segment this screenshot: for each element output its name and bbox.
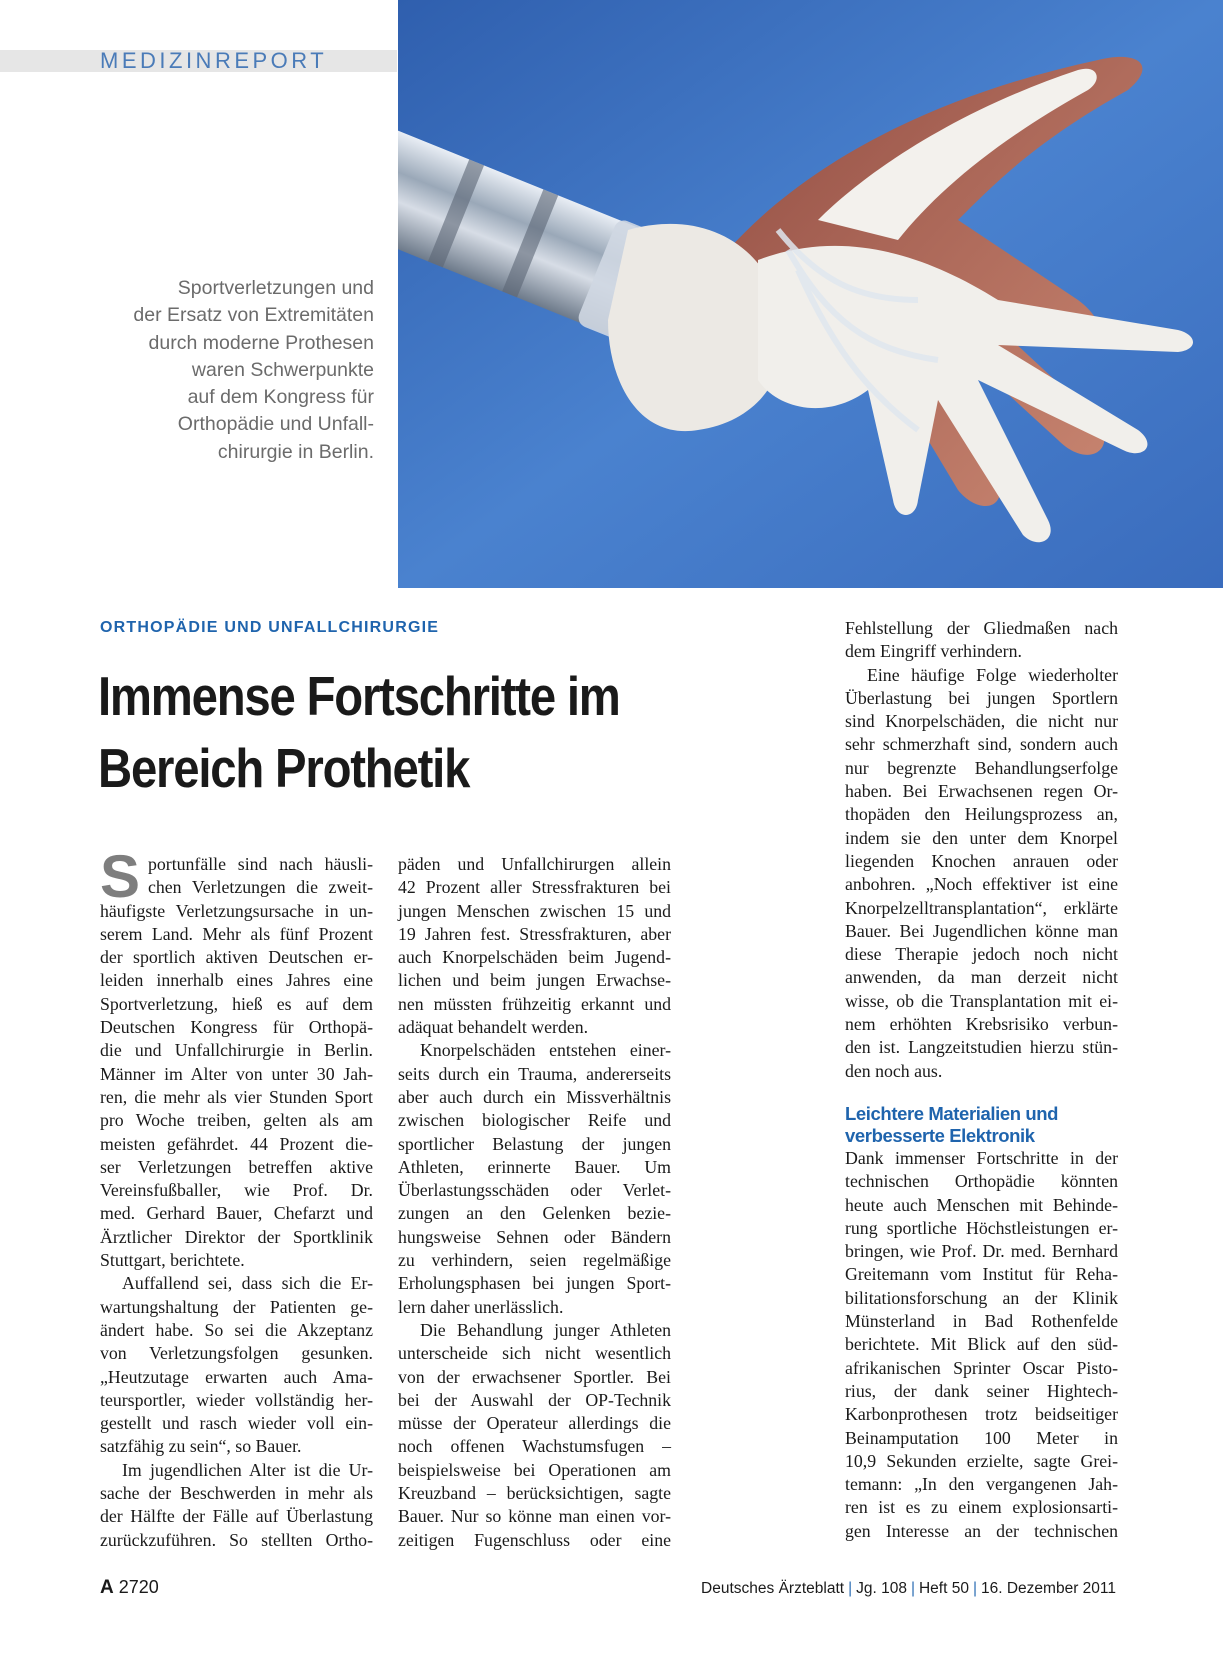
text-line: häufigste Verletzungsursache in un- (100, 900, 373, 921)
text-line: päden und Unfallchirurgen allein (398, 854, 671, 874)
text-line: indem sie den unter dem Knorpel (845, 827, 1118, 848)
date: 16. Dezember 2011 (981, 1580, 1116, 1597)
text-line: Karbonprothesen trotz beidseitiger (845, 1404, 1118, 1425)
text-line: Vereinsfußballer, wie Prof. Dr. (100, 1180, 373, 1201)
headline (98, 660, 666, 804)
text-line: sehr schmerzhaft sind, sondern auch (845, 734, 1118, 755)
text-line: ren, die mehr als vier Stunden Sport (100, 1086, 373, 1107)
text-line: zungen an den Gelenken bezie- (398, 1203, 671, 1224)
text-line: 19 Jahren fest. Stressfrakturen, aber (398, 923, 671, 944)
text-line: wisse, ob die Transplantation mit ei- (845, 990, 1118, 1011)
text-line: Deutschen Kongress für Orthopä- (100, 1017, 373, 1038)
text-line: unterscheide sich nicht wesentlich (398, 1343, 671, 1364)
text-line: nur begrenzte Behandlungserfolge (845, 757, 1118, 778)
text-line: gestellt und rasch wieder voll ein- (100, 1413, 373, 1434)
text-line: von der erwachsener Sportler. Bei (398, 1366, 671, 1387)
text-line: satzfähig zu sein“, so Bauer. (100, 1436, 302, 1457)
text-line: Die Behandlung junger Athleten (420, 1319, 671, 1340)
text-line: Kreuzband – berücksichtigen, sagte (398, 1483, 671, 1504)
text-line: sache der Beschwerden in mehr als (100, 1483, 373, 1504)
text-line: lern daher unerlässlich. (398, 1296, 564, 1317)
text-line: Bauer. Nur so könne man einen vor- (398, 1506, 671, 1527)
text-line: Fehlstellung der Gliedmaßen nach (845, 618, 1118, 638)
subheading: verbesserte Elektronik (845, 1124, 1035, 1146)
text-line: auch Knorpelschäden beim Jugend- (398, 947, 671, 968)
text-line: Im jugendlichen Alter ist die Ur- (122, 1459, 373, 1480)
text-line: Auffallend sei, dass sich die Er- (122, 1273, 373, 1294)
text-line: liegenden Knochen anrauen oder (845, 850, 1118, 871)
text-line: Sportverletzung, hieß es auf dem (100, 993, 373, 1014)
text-line: ser Verletzungen betreffen aktive (100, 1156, 373, 1177)
teaser-line: der Ersatz von Extremitäten (133, 304, 374, 327)
text-line: zwischen biologischer Reife und (398, 1110, 671, 1131)
text-line: meisten gefährdet. 44 Prozent die- (100, 1133, 373, 1154)
text-line: rung sportliche Höchstleistungen er- (845, 1217, 1118, 1238)
text-line: nem erhöhten Krebsrisiko verbun- (845, 1014, 1118, 1035)
text-line: zeitigen Fugenschluss oder eine (398, 1529, 671, 1550)
text-line: technischen Orthopädie könnten (845, 1171, 1118, 1192)
text-line: pro Woche treiben, gelten als am (100, 1110, 373, 1131)
text-line: serem Land. Mehr als fünf Prozent (100, 923, 373, 944)
text-line: haben. Bei Erwachsenen regen Or- (845, 781, 1118, 802)
text-line: Beinamputation 100 Meter in (845, 1427, 1118, 1448)
text-line: 10,9 Sekunden erzielte, sagte Grei- (845, 1450, 1118, 1471)
text-line: afrikanischen Sprinter Oscar Pisto- (845, 1357, 1118, 1378)
text-line: temann: „In den vergangenen Jah- (845, 1474, 1118, 1495)
text-line: Männer im Alter von unter 30 Jah- (100, 1063, 373, 1084)
subheading: Leichtere Materialien und (845, 1102, 1059, 1124)
text-line: die und Unfallchirurgie in Berlin. (100, 1040, 373, 1061)
teaser (60, 275, 374, 466)
dropcap-block (100, 843, 373, 910)
page-prefix: A (100, 1577, 114, 1598)
text-line: ändert habe. So sei die Akzeptanz (100, 1319, 373, 1340)
text-line: müsse der Operateur allerdings die (398, 1413, 671, 1434)
text-line: jungen Menschen zwischen 15 und (398, 900, 671, 921)
separator: | (972, 1580, 977, 1597)
text-line: anbohren. „Noch effektiver ist eine (845, 874, 1118, 895)
text-line: thopäden den Heilungsprozess an, (845, 804, 1118, 825)
page-number-value: 2720 (118, 1577, 159, 1597)
text-line: adäquat behandelt werden. (398, 1017, 589, 1038)
kicker: ORTHOPÄDIE UND UNFALLCHIRURGIE (100, 619, 440, 636)
issue: Heft 50 (918, 1580, 969, 1597)
volume: Jg. 108 (856, 1580, 907, 1597)
text-line: von Verletzungsfolgen gesunken. (100, 1343, 373, 1364)
text-line: Knorpelzelltransplantation“, erklärte (845, 897, 1118, 918)
text-line: ren ist es zu einem explosionsarti- (845, 1497, 1118, 1518)
text-line: dem Eingriff verhindern. (845, 641, 1022, 662)
text-line: bringen, wie Prof. Dr. med. Bernhard (845, 1241, 1118, 1262)
text-line: Ärztlicher Direktor der Sportklinik (100, 1226, 373, 1247)
text-line: seits durch ein Trauma, andererseits (398, 1063, 671, 1084)
text-line: leiden innerhalb eines Jahres eine (100, 970, 373, 991)
text-line: diese Therapie jedoch noch nicht (845, 944, 1118, 965)
text-line: den ist. Langzeitstudien hierzu stün- (845, 1037, 1118, 1058)
text-line: bilitationsforschung an der Klinik (845, 1287, 1118, 1308)
text-line: chen Verletzungen die zweit- (148, 877, 373, 898)
text-line: Erholungsphasen bei jungen Sport- (398, 1273, 671, 1294)
text-line: der Hälfte der Fälle auf Überlastung (100, 1506, 373, 1527)
text-line: beispielsweise bei Operationen am (398, 1459, 671, 1480)
text-line: nen müssten frühzeitig erkannt und (398, 993, 671, 1014)
headline-line: Immense Fortschritte im (98, 665, 620, 727)
text-line: Knorpelschäden entstehen einer- (420, 1040, 671, 1061)
text-line: lichen und beim jungen Erwachse- (398, 970, 671, 991)
teaser-line: Orthopädie und Unfall- (177, 413, 374, 436)
text-line: sind Knorpelschäden, die nicht nur (845, 711, 1118, 732)
section-label: MEDIZINREPORT (100, 48, 328, 73)
separator: | (848, 1580, 853, 1597)
text-line: Dank immenser Fortschritte in der (845, 1147, 1118, 1168)
text-line: 42 Prozent aller Stressfrakturen bei (398, 877, 671, 898)
text-line: teursportler, wieder vollständig her- (100, 1389, 373, 1410)
prosthetic-hand-photo (398, 0, 1223, 588)
separator: | (910, 1580, 915, 1597)
text-line: heute auch Menschen mit Behinde- (845, 1194, 1118, 1215)
text-line: den noch aus. (845, 1060, 943, 1081)
text-line: berichtete. Mit Blick auf den süd- (845, 1334, 1118, 1355)
text-line: hungsweise Sehnen oder Bändern (398, 1226, 671, 1247)
text-line: anwenden, da man derzeit nicht (845, 967, 1118, 988)
dropcap: S (100, 843, 141, 910)
headline-line: Bereich Prothetik (98, 737, 470, 799)
text-line: aber auch durch ein Missverhältnis (398, 1086, 671, 1107)
teaser-line: auf dem Kongress für (187, 386, 374, 409)
teaser-line: waren Schwerpunkte (191, 358, 374, 381)
article-column-1 (100, 843, 373, 1552)
text-line: Athleten, erinnerte Bauer. Um (398, 1156, 671, 1177)
text-line: Überlastungsschäden oder Verlet- (398, 1180, 671, 1201)
text-line: gen Interesse an der technischen (845, 1520, 1118, 1541)
page-number (100, 1577, 159, 1599)
text-line: „Heutzutage erwarten auch Ama- (100, 1366, 373, 1387)
text-line: Münsterland in Bad Rothenfelde (845, 1311, 1118, 1332)
text-line: noch offenen Wachstumsfugen – (398, 1436, 671, 1457)
article-column-3 (845, 617, 1118, 1543)
article-column-2 (398, 853, 671, 1552)
text-line: Greitemann vom Institut für Reha- (845, 1264, 1118, 1285)
text-line: med. Gerhard Bauer, Chefarzt und (100, 1203, 373, 1224)
text-line: zurückzuführen. So stellten Ortho- (100, 1529, 373, 1550)
text-line: sportlicher Belastung der jungen (398, 1133, 671, 1154)
text-line: portunfälle sind nach häusli- (148, 854, 373, 874)
text-line: bei der Auswahl der OP-Technik (398, 1389, 671, 1410)
spacer (845, 1083, 1118, 1103)
teaser-line: Sportverletzungen und (177, 277, 374, 299)
text-line: Stuttgart, berichtete. (100, 1250, 245, 1271)
text-line: der sportlich aktiven Deutschen er- (100, 947, 373, 968)
text-line: zu verhindern, seien regelmäßige (398, 1250, 671, 1271)
teaser-line: durch moderne Prothesen (148, 331, 374, 354)
journal-name: Deutsches Ärzteblatt (701, 1580, 845, 1597)
footer-citation (701, 1580, 1116, 1598)
text-line: Bauer. Bei Jugendlichen könne man (845, 920, 1118, 941)
teaser-line: chirurgie in Berlin. (217, 440, 374, 463)
text-line: wartungshaltung der Patienten ge- (100, 1296, 373, 1317)
text-line: rius, der dank seiner Hightech- (845, 1380, 1118, 1401)
text-line: Eine häufige Folge wiederholter (867, 664, 1118, 685)
text-line: Überlastung bei jungen Sportlern (845, 687, 1118, 708)
